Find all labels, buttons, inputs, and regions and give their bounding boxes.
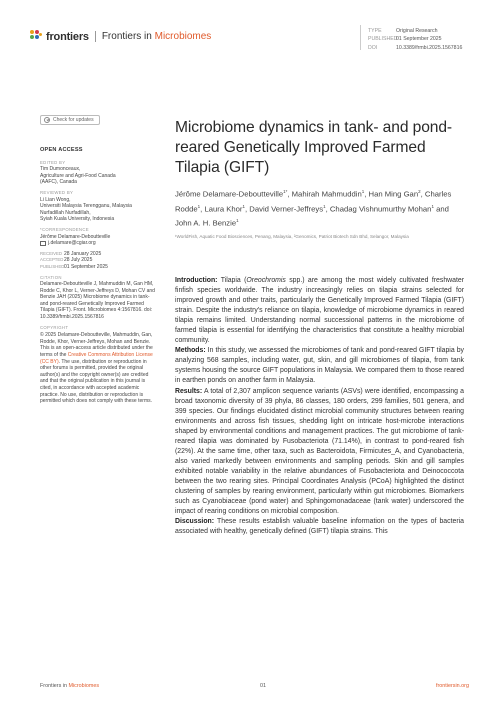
footer-journal-name: Microbiomes xyxy=(68,683,100,689)
correspondence-name: Jérôme Delamare-Deboutteville xyxy=(40,233,111,240)
author-separator: , xyxy=(364,189,369,199)
open-access-label: OPEN ACCESS xyxy=(40,147,83,153)
abstract-methods xyxy=(175,346,464,386)
abstract-results xyxy=(175,387,464,518)
meta-row xyxy=(368,44,462,52)
introduction-text-b: spp.) are among the most widely cultivated freshwater finfish species worldwide. The industry increasingly relies on tilapia strains selected for improved growth and other traits, particularly the Genetically Improved Farmed Tilapia (GIFT) strain. Despite the industry's reliance on tilapia, knowledge of microbiome dynamics in reared tilapia remains limited. Understanding normal successional patterns in the microbiome of farmed tilapia is essential for identifying the characteristics that constitute a healthy microbial community. xyxy=(175,277,465,345)
journal-name xyxy=(102,31,211,42)
author-name[interactable]: Laura Khor xyxy=(204,204,243,214)
author-affiliation-mark: 1 xyxy=(431,203,434,209)
discussion-text: These results establish valuable baseline information on the types of bacteria associated with healthy, genetically defined (GIFT) tilapia strains. This xyxy=(175,518,464,536)
meta-row xyxy=(368,35,462,43)
date-row xyxy=(40,251,158,258)
copyright-label: COPYRIGHT xyxy=(40,324,69,330)
author-affiliation-mark: 1 xyxy=(236,218,239,224)
meta-row xyxy=(368,27,462,35)
author-list xyxy=(175,186,464,230)
author-affiliation-mark: 1 xyxy=(323,203,326,209)
edited-by-text: Tim Dumonceaux, Agriculture and Agri-Food Canada (AAFC), Canada xyxy=(40,166,116,186)
date-key: PUBLISHED xyxy=(40,263,65,269)
introduction-text-a: Tilapia ( xyxy=(217,277,247,284)
date-row xyxy=(40,257,158,264)
author-affiliation-mark: 2 xyxy=(418,189,421,194)
article-sidebar xyxy=(40,115,158,405)
footer-journal-prefix: Frontiers in xyxy=(40,683,67,689)
abstract-introduction xyxy=(175,276,464,346)
frontiers-logo-icon xyxy=(30,30,43,43)
methods-text: In this study, we assessed the microbiomes of tank and pond-reared GIFT tilapia by analyzing 568 samples, including water, gut, skin, and gill microbiomes of tilapia, from tank systems housing the source GIFT populations in Malaysia. We compared them to those reared in earthen ponds on another farm in Malaysia. xyxy=(175,347,464,385)
results-text: A total of 2,307 amplicon sequence variants (ASVs) were identified, encompassing a broad taxonomic diversity of 39 phyla, 86 classes, 180 orders, 299 families, 501 genera, and 399 species. Our findings elucidated distinct microbial community structures between rearing environments and across fish tissues, shedding light on intricate host-microbe interactions shaped by environmental conditions and management practices. The gut microbiome of tank-reared tilapia was dominated by Fusobacteriota (71.14%), in contrast to pond-reared fish (22%). At the same time, other taxa, such as Bacteroidota, Firmicutes_A, and Cyanobacteria, also varied markedly between environments and sampling periods. Skin and gill samples exhibited notable variability in the relative abundances of Fusobacteriota and Deinococcota between the two rearing sites. Principal Coordinates Analysis (PCoA) highlighted the distinct clustering of samples by rearing environment, particularly within gut microbiomes. Biomarkers such as Cyanobiaceae (pond water) and Sphingomonadaceae (tank water) underscored the impact of rearing conditions on microbial composition. xyxy=(175,387,464,516)
correspondence-email-row[interactable] xyxy=(40,240,158,247)
abstract xyxy=(175,276,464,537)
journal-prefix: Frontiers in xyxy=(101,31,152,42)
reviewed-by-label: REVIEWED BY xyxy=(40,189,74,195)
meta-key: PUBLISHED xyxy=(368,36,398,43)
results-label: Results: xyxy=(175,387,203,395)
author-separator: , xyxy=(245,204,250,214)
abstract-discussion xyxy=(175,517,464,537)
affiliations: ¹WorldFish, Aquatic Food Biosciences, Penang, Malaysia, ²Genomics, Patriot Biotech Sdn Bhd, Selangor, Malaysia xyxy=(175,233,409,239)
discussion-label: Discussion: xyxy=(175,518,215,526)
author-name[interactable]: Jérôme Delamare-Deboutteville xyxy=(175,189,284,199)
author-name[interactable]: Mahirah Mahmuddin xyxy=(291,189,362,199)
mail-icon xyxy=(40,241,46,246)
meta-key: DOI xyxy=(368,44,378,51)
meta-key: TYPE xyxy=(368,28,382,34)
correspondence-label: *CORRESPONDENCE xyxy=(40,226,89,232)
date-value: 01 September 2025 xyxy=(64,263,108,270)
frontiers-logo[interactable] xyxy=(30,30,211,43)
page-number: 01 xyxy=(260,683,266,689)
introduction-label: Introduction: xyxy=(175,277,218,284)
article-title: Microbiome dynamics in tank- and pond-reared Genetically Improved Farmed Tilapia (GIFT) xyxy=(175,119,453,176)
author-name[interactable]: and John A. H. Benzie xyxy=(175,204,449,228)
date-row xyxy=(40,264,158,271)
article-dates xyxy=(40,251,158,271)
date-key: ACCEPTED xyxy=(40,257,64,263)
header-divider xyxy=(360,25,361,50)
author-name[interactable]: Charles Rodde xyxy=(175,189,452,214)
copyright-text-b: . The use, distribution or reproduction in other forums is permitted, provided the original author(s) and the copyright owner(s) are credited and that the original publication in this journal is cited, in accordance with accepted academic practice. No use, distribution or reproduction is permitted which does not comply with these terms. xyxy=(40,358,152,405)
brand-name: frontiers xyxy=(46,30,89,43)
logo-divider xyxy=(95,31,96,42)
article-meta xyxy=(368,27,462,52)
citation-text: Delamare-Deboutteville J, Mahmuddin M, Gan HM, Rodde C, Khor L, Verner-Jeffreys D, Mohan CV and Benzie JAH (2025) Microbiome dynamics in tank- and pond-reared Genetically Improved Farmed Tilapia (GIFT). Front. Microbiomes 4:1567816. doi: 10.3389/frmbi.2025.1567816 xyxy=(40,281,155,321)
author-separator: , xyxy=(420,189,425,199)
author-affiliation-mark: 1 xyxy=(361,189,365,194)
date-value: 28 July 2025 xyxy=(64,257,93,264)
date-value: 28 January 2025 xyxy=(64,250,102,257)
footer-journal xyxy=(40,683,99,689)
species-name: Oreochromis xyxy=(246,277,286,284)
author-separator: , xyxy=(325,204,330,214)
copyright-text-a: © 2025 Delamare-Deboutteville, Mahmuddin, Gan, Rodde, Khor, Verner-Jeffreys, Mohan and Benzie. This is an open-access article distributed under the terms of the xyxy=(40,332,153,359)
author-separator: , xyxy=(200,204,205,214)
edited-by-label: EDITED BY xyxy=(40,159,66,165)
correspondence-email[interactable]: j.delamare@cgiar.org xyxy=(48,240,96,247)
author-name[interactable]: David Verner-Jeffreys xyxy=(249,204,324,214)
date-key: RECEIVED xyxy=(40,250,62,256)
citation-label: CITATION xyxy=(40,274,62,280)
author-separator: , xyxy=(287,189,292,199)
author-affiliation-mark: 1 xyxy=(242,203,246,209)
site-link[interactable]: frontiersin.org xyxy=(436,683,469,689)
author-name[interactable]: Chadag Vishnumurthy Mohan xyxy=(329,204,432,214)
meta-value: Original Research xyxy=(396,28,438,34)
check-circle-icon xyxy=(44,117,50,123)
page-header xyxy=(0,0,500,60)
check-for-updates-button[interactable] xyxy=(40,115,100,125)
author-affiliation-mark: 1 xyxy=(197,203,201,209)
meta-value: 10.3389/frmbi.2025.1567816 xyxy=(396,44,463,51)
methods-label: Methods: xyxy=(175,347,206,355)
author-affiliation-mark: 1* xyxy=(283,189,288,194)
copyright-text xyxy=(40,332,158,405)
article-heading xyxy=(175,118,464,240)
check-for-updates-label: Check for updates xyxy=(53,116,94,123)
journal-name-accent: Microbiomes xyxy=(154,31,212,42)
meta-value: 01 September 2025 xyxy=(396,36,442,43)
reviewed-by-text: Li Lian Wong, Universiti Malaysia Terengganu, Malaysia Nurfadillah Nurfadillah, Syiah Kuala University, Indonesia xyxy=(40,196,132,223)
author-name[interactable]: Han Ming Gan xyxy=(368,189,419,199)
cc-by-license-link[interactable]: Creative Commons Attribution License (CC BY) xyxy=(40,352,153,365)
